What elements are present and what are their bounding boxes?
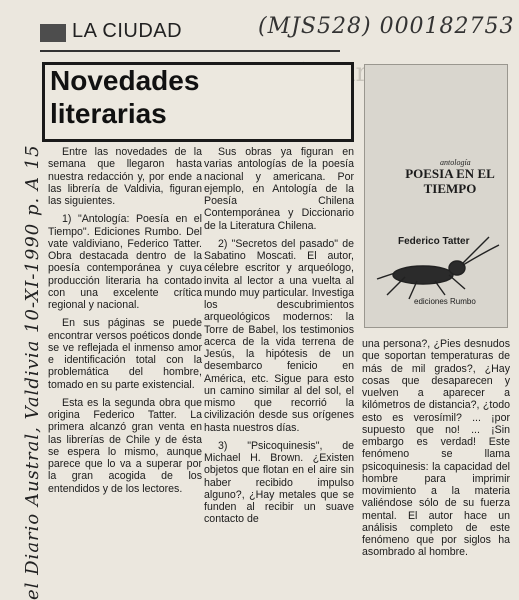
- column-left: [48, 146, 202, 501]
- paragraph: una persona?, ¿Pies desnudos que soportan temperaturas de más de mil grados?, ¿Hay cosas que desaparecen y vuelven a aparecer a kilómetros de distancia?, ¿todo esto es verosímil? ... ¡por supuesto que no! ... ¡Sin embargo es verdad! Este fenómeno se llama psicoquinesis: la capacidad del hombre para imprimir movimiento a la materia valiéndose sólo de su fuerza mental. El autor hace un análisis completo de este fenómeno que por siglos ha asombrado al hombre.: [362, 338, 510, 559]
- book-publisher: ediciones Rumbo: [414, 297, 476, 306]
- paragraph: Entre las novedades de la semana que llegaron hasta nuestra redacción y, por ende a las librería de Valdivia, figuran las siguientes.: [48, 146, 202, 207]
- handwritten-margin-note: el Diario Austral, Valdivia 10-XI-1990 p. A 15: [22, 144, 43, 600]
- paragraph: Esta es la segunda obra que origina Federico Tatter. La primera alcanzó gran venta en las librerías de Chile y de ésta se espera lo mismo, aunque parece que lo va a superar por la gran acogida de los entendidos y de los lectores.: [48, 396, 202, 495]
- book-cover-image: [364, 64, 508, 328]
- handwritten-archive-code: (MJS528) 000182753: [258, 14, 515, 39]
- book-title: POESIA EN EL TIEMPO: [405, 166, 495, 196]
- book-author: Federico Tatter: [398, 236, 470, 247]
- section-label: LA CIUDAD: [72, 20, 183, 42]
- paragraph: Sus obras ya figuran en varias antologías de la poesía nacional y americana. Por ejemplo, en Antología de la Poesía Chilena Contemporánea y Diccionario de la Literatura Chilena.: [204, 146, 354, 232]
- paragraph: 3) "Psicoquinesis", de Michael H. Brown. ¿Existen objetos que flotan en el aire sin haber recibido impulso alguno?, ¿Hay metales que se funden al recibir un suave contacto de: [204, 439, 354, 526]
- cricket-illustration: [365, 65, 507, 327]
- column-middle: [204, 146, 354, 532]
- article-title: [50, 64, 280, 130]
- article-title-text: Novedades literarias: [50, 65, 200, 129]
- paragraph: En sus páginas se puede encontrar versos poéticos donde se ve reflejada el inmenso amor e identificación total con la problemática del hombre, tomado en su parte existencial.: [48, 317, 202, 391]
- section-marker: [40, 24, 66, 42]
- column-right: [362, 338, 510, 565]
- section-rule: [40, 50, 340, 52]
- paragraph: 2) "Secretos del pasado" de Sabatino Moscati. El autor, célebre escritor y arqueólogo, invita al lector a una vuelta al mundo muy particular. Investiga los descubrimientos arqueológicos modernos: la Torre de Babel, los testimonios acerca de la vida terrena de Jesús, la hipótesis de un desembarco fenicio en América, etc. Sigue para esto un camino similar al del sol, el mismo que recorrió la civilización desde sus orígenes hasta nuestros días.: [204, 237, 354, 434]
- book-subtitle: antología: [440, 158, 471, 167]
- paragraph: 1) "Antología: Poesía en el Tiempo". Ediciones Rumbo. Del vate valdiviano, Federico Tatter. Obra destacada dentro de la poesía contemporánea y cuya producción literaria ha contado con una excelente crítica regional y nacional.: [48, 213, 202, 311]
